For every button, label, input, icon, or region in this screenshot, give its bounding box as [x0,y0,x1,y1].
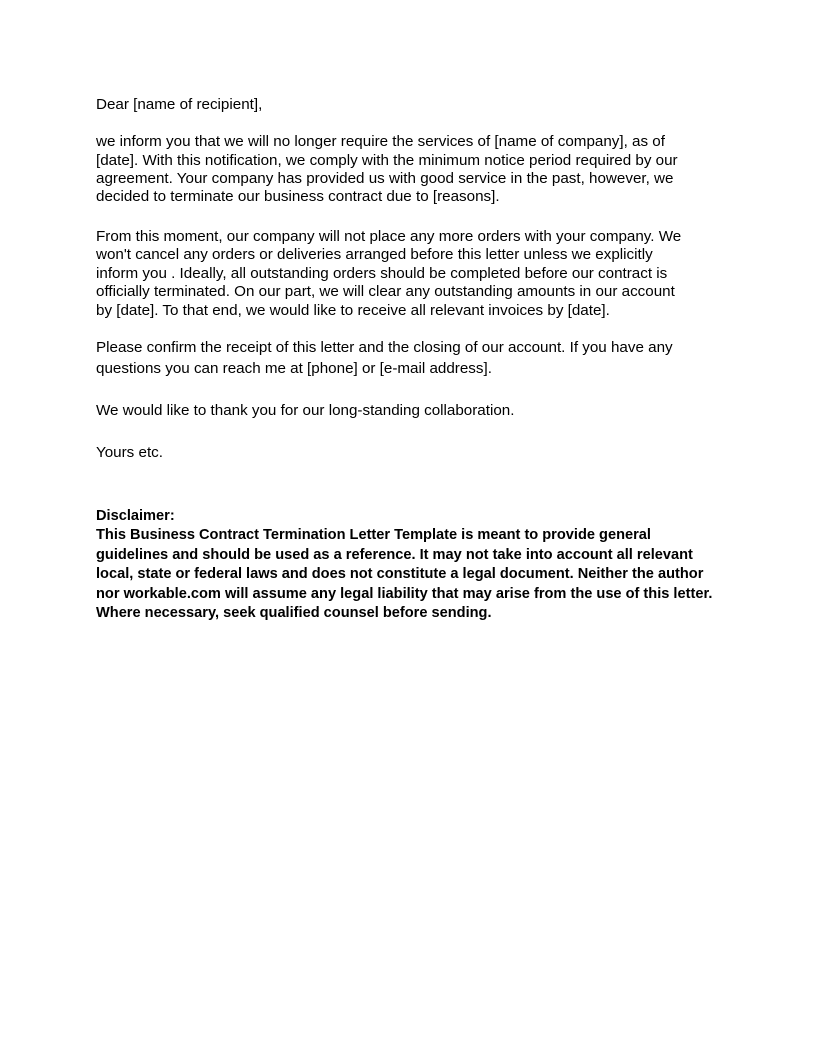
paragraph-2-line-4: officially terminated. On our part, we will clear any outstanding amounts in our account [96,283,675,300]
paragraph-2-line-2: won't cancel any orders or deliveries arranged before this letter unless we explicitly [96,246,653,263]
paragraph-2-line-3: inform you . Ideally, all outstanding orders should be completed before our contract is [96,265,668,282]
paragraph-1-line-3: agreement. Your company has provided us with good service in the past, however, we [96,170,674,187]
disclaimer-line-1: This Business Contract Termination Letter Template is meant to provide general [96,527,651,543]
salutation: Dear [name of recipient], [96,96,263,113]
paragraph-2-line-5: by [date]. To that end, we would like to receive all relevant invoices by [date]. [96,302,610,319]
disclaimer-line-4: nor workable.com will assume any legal liability that may arise from the use of this letter. [96,586,713,602]
paragraph-3-line-2: questions you can reach me at [phone] or [e-mail address]. [96,360,492,377]
paragraph-1-line-2: [date]. With this notification, we comply with the minimum notice period required by our [96,152,678,169]
disclaimer-line-3: local, state or federal laws and does not constitute a legal document. Neither the author [96,566,704,582]
disclaimer-line-5: Where necessary, seek qualified counsel before sending. [96,605,492,621]
paragraph-1-line-1: we inform you that we will no longer require the services of [name of company], as of [96,133,665,150]
disclaimer-heading: Disclaimer: [96,508,175,524]
paragraph-2-line-1: From this moment, our company will not place any more orders with your company. We [96,228,682,245]
closing: Yours etc. [96,444,163,461]
paragraph-4-line-1: We would like to thank you for our long-standing collaboration. [96,402,515,419]
paragraph-3-line-1: Please confirm the receipt of this letter and the closing of our account. If you have any [96,339,673,356]
disclaimer-line-2: guidelines and should be used as a reference. It may not take into account all relevant [96,547,693,563]
paragraph-1-line-4: decided to terminate our business contract due to [reasons]. [96,188,500,205]
